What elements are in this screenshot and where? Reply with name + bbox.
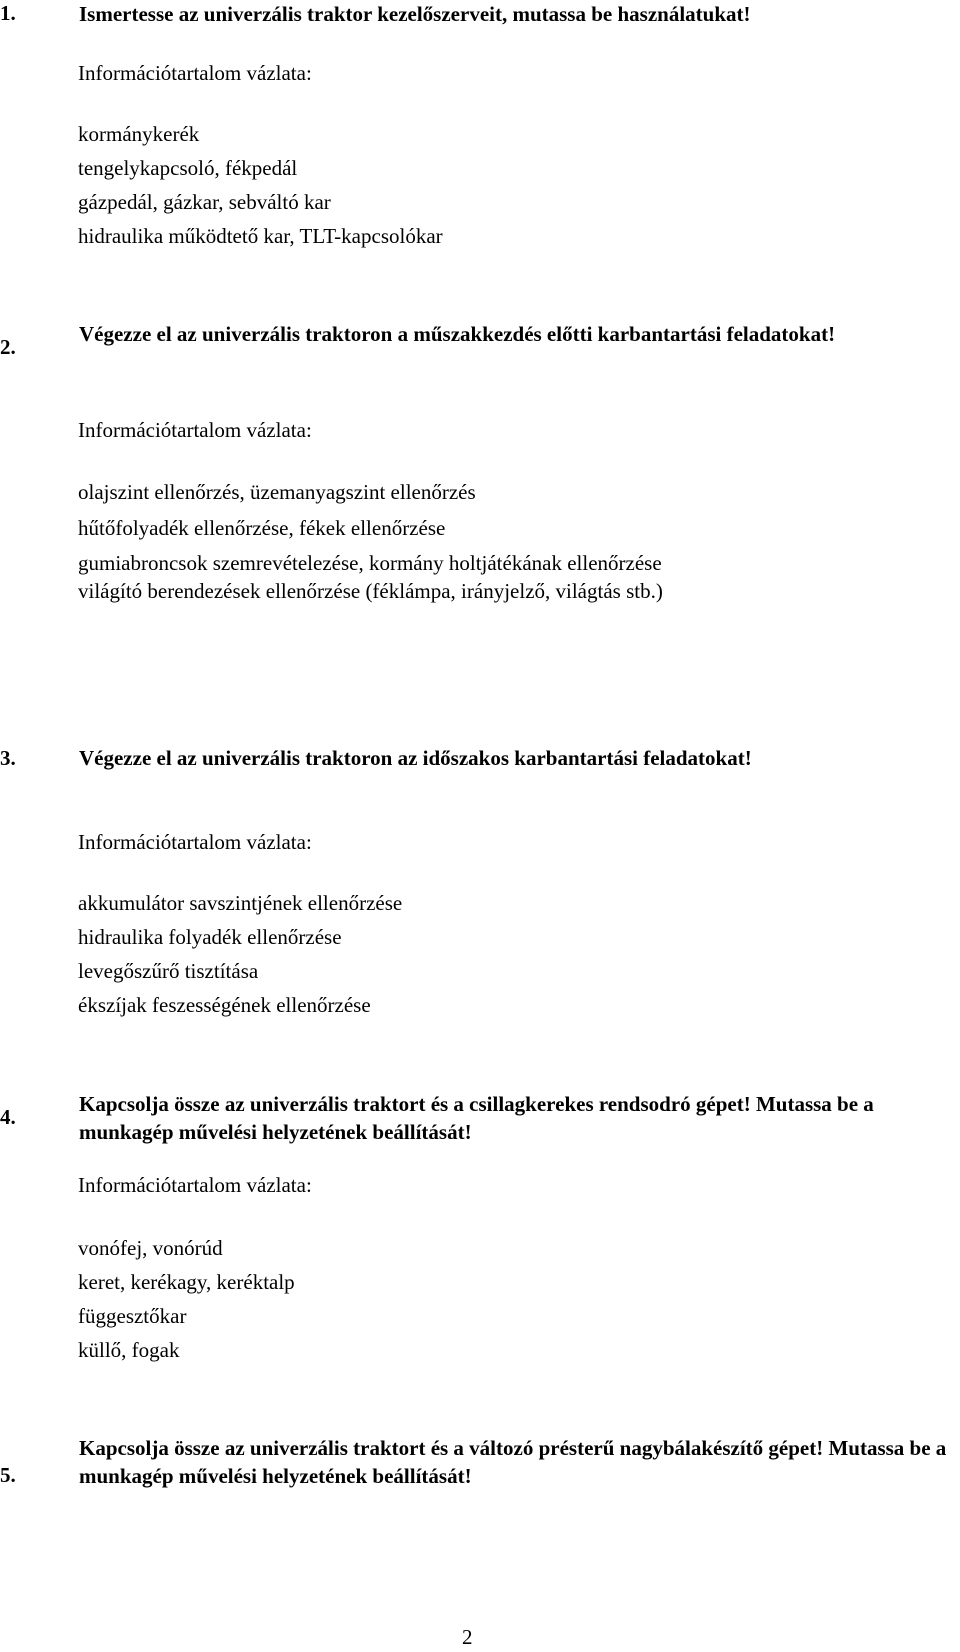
section-1-question: Ismertesse az univerzális traktor kezelőszerveit, mutassa be használatukat! <box>79 2 751 26</box>
section-4-question: Kapcsolja össze az univerzális traktort és a csillagkerekes rendsodró gépet! Mutassa be a munkagép művelési helyzetének beállítását! <box>79 1092 874 1144</box>
list-item: tengelykapcsoló, fékpedál <box>78 156 298 180</box>
section-3-question: Végezze el az univerzális traktoron az időszakos karbantartási feladatokat! <box>79 746 752 770</box>
list-item: levegőszűrő tisztítása <box>78 959 259 983</box>
list-item: gázpedál, gázkar, sebváltó kar <box>78 190 331 214</box>
section-4-info-heading: Információtartalom vázlata: <box>78 1173 312 1197</box>
section-2-question: Végezze el az univerzális traktoron a műszakkezdés előtti karbantartási feladatokat! <box>79 322 836 346</box>
section-1-number: 1. <box>0 1 16 25</box>
section-4-number: 4. <box>0 1105 16 1129</box>
list-item: akkumulátor savszintjének ellenőrzése <box>78 891 403 915</box>
section-5-question: Kapcsolja össze az univerzális traktort és a változó présterű nagybálakészítő gépet! Mutassa be a munkagép művelési helyzetének beállítását! <box>79 1436 947 1488</box>
list-item: kormánykerék <box>78 122 200 146</box>
list-item: keret, kerékagy, keréktalp <box>78 1270 295 1294</box>
list-item: hűtőfolyadék ellenőrzése, fékek ellenőrzése <box>78 516 446 540</box>
section-2-number: 2. <box>0 335 16 359</box>
list-item: hidraulika működtető kar, TLT-kapcsolókar <box>78 224 443 248</box>
section-3-items <box>78 885 718 1023</box>
section-1-info-heading: Információtartalom vázlata: <box>78 61 312 85</box>
list-item: világító berendezések ellenőrzése (féklámpa, irányjelző, világtás stb.) <box>78 579 663 603</box>
section-3-info-heading: Információtartalom vázlata: <box>78 830 312 854</box>
list-item: ékszíjak feszességének ellenőrzése <box>78 993 371 1017</box>
section-4-items <box>78 1230 718 1368</box>
list-item: küllő, fogak <box>78 1338 180 1362</box>
section-2-items <box>78 474 718 605</box>
section-3-number: 3. <box>0 746 16 770</box>
section-5-number: 5. <box>0 1463 16 1487</box>
page-number: 2 <box>462 1625 473 1649</box>
list-item: függesztőkar <box>78 1304 187 1328</box>
section-1-items <box>78 116 718 254</box>
list-item: hidraulika folyadék ellenőrzése <box>78 925 342 949</box>
section-2-info-heading: Információtartalom vázlata: <box>78 418 312 442</box>
list-item: olajszint ellenőrzés, üzemanyagszint ellenőrzés <box>78 480 476 504</box>
list-item: vonófej, vonórúd <box>78 1236 223 1260</box>
list-item: gumiabroncsok szemrevételezése, kormány holtjátékának ellenőrzése <box>78 551 662 575</box>
